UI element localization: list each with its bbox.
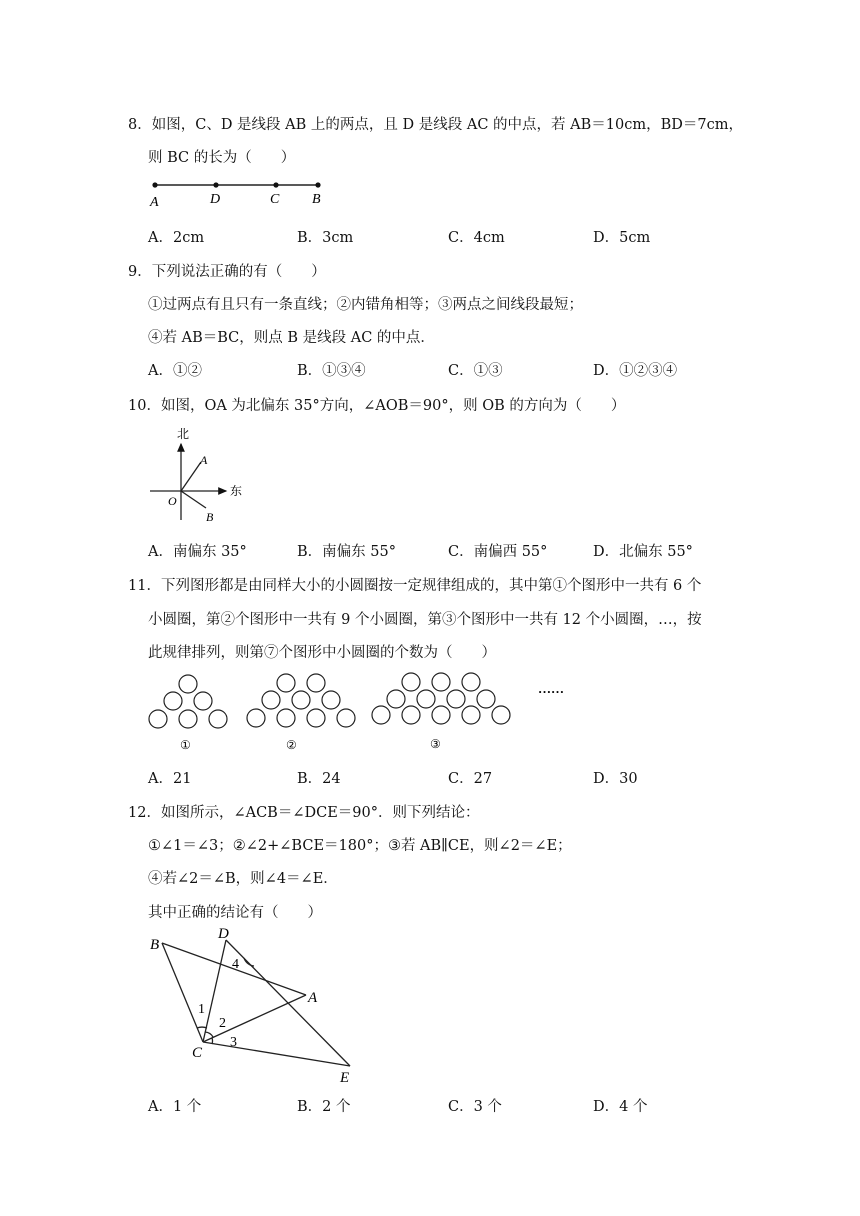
q11-text-line1: 11．下列图形都是由同样大小的小圆圈按一定规律组成的，其中第①个图形中一共有 6 个 [128, 578, 702, 594]
label-north: 北 [177, 427, 190, 441]
pattern-1 [149, 675, 227, 728]
pattern-3 [372, 673, 510, 724]
q12-text-line3: ④若∠2＝∠B，则∠4＝∠E． [148, 871, 338, 887]
q12-text-line4: 其中正确的结论有（ ） [148, 905, 322, 921]
label-angle-3: 3 [230, 1035, 237, 1050]
q10-option-a: A．南偏东 35° [148, 544, 247, 560]
label-e: E [340, 1070, 350, 1086]
point-a [152, 182, 157, 187]
label-east: 东 [230, 484, 243, 498]
q11-circle-pattern-figure [140, 668, 580, 758]
point-c [273, 182, 278, 187]
q10-option-c: C．南偏西 55° [448, 544, 548, 560]
label-a: A [200, 453, 208, 467]
pattern-3-label: ③ [430, 737, 441, 751]
label-b: B [206, 510, 214, 524]
pattern-1-label: ① [180, 738, 191, 752]
q11-option-c: C．27 [448, 771, 493, 787]
q9-option-c: C．①③ [448, 363, 503, 379]
label-o: O [168, 494, 177, 508]
q8-text-line1: 8．如图，C、D 是线段 AB 上的两点，且 D 是线段 AC 的中点，若 AB＝10cm，BD＝7cm， [128, 117, 743, 133]
q10-option-d: D．北偏东 55° [593, 544, 693, 560]
q8-option-d: D．5cm [593, 230, 651, 246]
q8-text-line2: 则 BC 的长为（ ） [148, 150, 296, 166]
angle-3-arc [212, 1038, 213, 1044]
angle-1-arc [197, 1027, 207, 1028]
label-b: B [312, 192, 321, 207]
q12-option-c: C．3 个 [448, 1099, 502, 1115]
q12-triangle-figure [140, 920, 380, 1090]
q8-option-b: B．3cm [297, 230, 354, 246]
q9-text-line2: ①过两点有且只有一条直线；②内错角相等；③两点之间线段最短； [148, 297, 583, 313]
q9-text-line1: 9．下列说法正确的有（ ） [128, 264, 326, 280]
label-angle-2: 2 [219, 1016, 226, 1031]
q12-text-line2: ①∠1＝∠3；②∠2+∠BCE＝180°；③若 AB∥CE，则∠2＝∠E； [148, 838, 572, 854]
label-d: D [210, 192, 221, 207]
label-angle-4: 4 [232, 957, 239, 972]
q10-option-b: B．南偏东 55° [297, 544, 396, 560]
segment-ce [203, 1042, 350, 1066]
q9-option-b: B．①③④ [297, 363, 366, 379]
q11-option-b: B．24 [297, 771, 341, 787]
q11-text-line3: 此规律排列，则第⑦个图形中小圆圈的个数为（ ） [148, 645, 496, 661]
q10-text-line1: 10．如图，OA 为北偏东 35°方向，∠AOB＝90°，则 OB 的方向为（ ） [128, 398, 626, 414]
label-c: C [192, 1045, 203, 1061]
label-c: C [270, 192, 280, 207]
label-angle-1: 1 [198, 1002, 205, 1017]
label-a: A [150, 195, 159, 210]
q8-segment-figure [140, 172, 340, 212]
q12-text-line1: 12．如图所示，∠ACB＝∠DCE＝90°．则下列结论： [128, 805, 480, 821]
label-b: B [150, 937, 160, 953]
label-a: A [308, 990, 318, 1006]
q12-option-b: B．2 个 [297, 1099, 351, 1115]
q8-option-a: A．2cm [148, 230, 205, 246]
q11-text-line2: 小圆圈，第②个图形中一共有 9 个小圆圈，第③个图形中一共有 12 个小圆圈，…，按 [148, 612, 702, 628]
point-d [213, 182, 218, 187]
point-b [315, 182, 320, 187]
q10-direction-figure [140, 420, 270, 530]
q9-option-d: D．①②③④ [593, 363, 678, 379]
angle-2-arc [205, 1032, 213, 1037]
q8-option-c: C．4cm [448, 230, 505, 246]
ray-oa [181, 462, 201, 491]
q9-text-line3: ④若 AB＝BC，则点 B 是线段 AC 的中点． [148, 330, 435, 346]
pattern-2 [247, 674, 355, 727]
q11-option-d: D．30 [593, 771, 638, 787]
q9-option-a: A．①② [148, 363, 202, 379]
label-d: D [218, 926, 229, 942]
q12-option-a: A．1 个 [148, 1099, 202, 1115]
q11-option-a: A．21 [148, 771, 192, 787]
q12-option-d: D．4 个 [593, 1099, 648, 1115]
segment-bc [162, 943, 203, 1042]
pattern-ellipsis: …… [538, 681, 564, 696]
ray-ob [181, 491, 206, 508]
pattern-2-label: ② [286, 738, 297, 752]
